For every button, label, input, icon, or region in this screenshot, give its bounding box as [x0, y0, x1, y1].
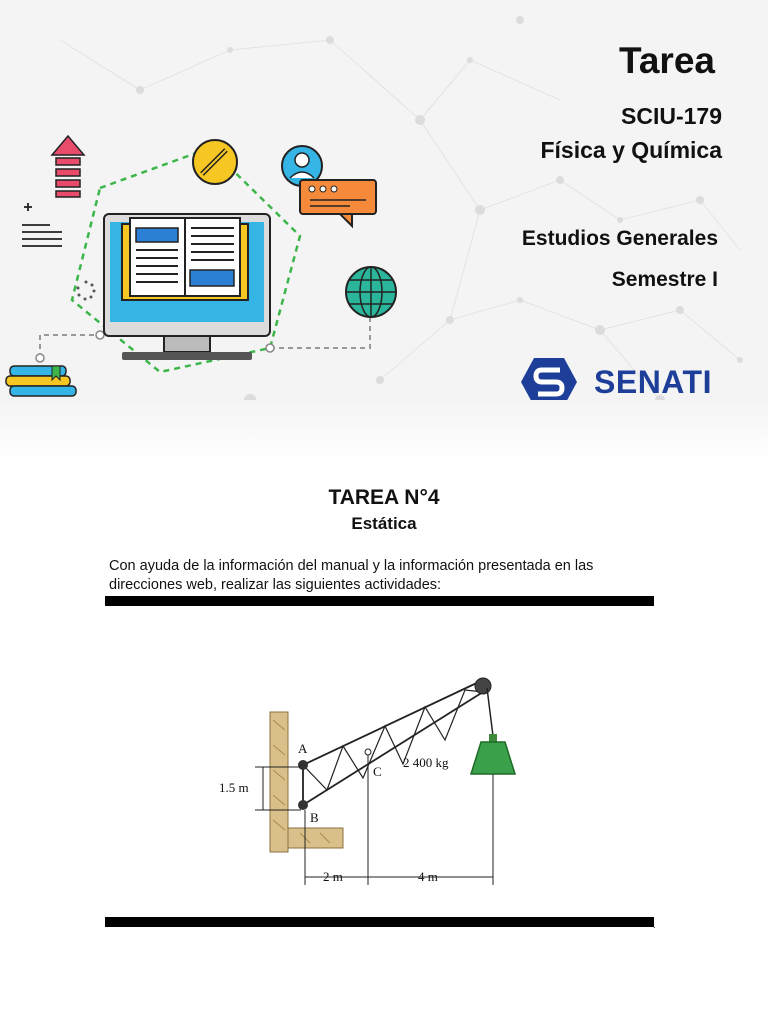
- weight-icon: [471, 734, 515, 774]
- cover-header: [0, 0, 768, 430]
- course-code: SCIU-179: [621, 103, 722, 129]
- label-b: B: [310, 810, 319, 825]
- department-label: Estudios Generales: [521, 227, 718, 250]
- arrow-up-icon: [52, 136, 84, 197]
- crane-figure: [215, 670, 525, 890]
- education-illustration: [0, 120, 420, 410]
- height-label: 1.5 m: [219, 780, 249, 795]
- monitor-icon: [104, 214, 270, 360]
- instructions-paragraph: Con ayuda de la información del manual y la información presentada en las direcciones web, realizar las siguientes actividades:: [109, 558, 594, 593]
- mass-label: 2 400 kg: [403, 755, 449, 770]
- point-c: [365, 749, 371, 755]
- label-a: A: [298, 741, 308, 756]
- pulley-icon: [475, 678, 491, 694]
- semester-label: Semestre I: [611, 268, 718, 291]
- header-fade: [0, 400, 768, 460]
- course-name: Física y Química: [540, 137, 722, 163]
- doc-title: Tarea: [619, 40, 715, 81]
- list-icon: [22, 203, 62, 246]
- crane-boom: [303, 680, 483, 805]
- footer-mark: .: [653, 920, 656, 930]
- distance-label-1: 2 m: [323, 869, 343, 884]
- logo-text: SENATI: [594, 364, 712, 400]
- books-icon: [6, 366, 76, 396]
- pencil-icon: [193, 140, 237, 184]
- divider-top: [105, 596, 654, 606]
- globe-icon: [346, 267, 396, 317]
- task-subtitle: Estática: [351, 514, 417, 533]
- pin-b: [298, 800, 308, 810]
- divider-bottom: [105, 917, 654, 927]
- wall: [270, 712, 343, 852]
- chat-icon: [300, 180, 376, 226]
- task-title: TAREA N°4: [328, 486, 440, 509]
- loading-icon: [77, 281, 96, 301]
- distance-label-2: 4 m: [418, 869, 438, 884]
- label-c: C: [373, 764, 382, 779]
- pin-a: [298, 760, 308, 770]
